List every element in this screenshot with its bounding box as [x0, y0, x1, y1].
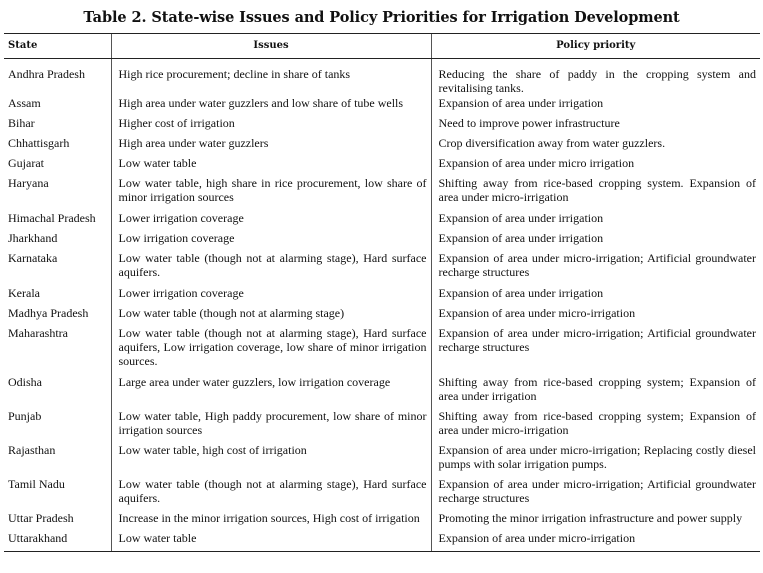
cell-policy: Expansion of area under irrigation	[431, 285, 760, 305]
header-row	[4, 34, 760, 59]
table-row	[4, 374, 760, 408]
column-header-issues: Issues	[111, 34, 431, 59]
cell-state: Haryana	[8, 176, 49, 190]
cell-state: Uttarakhand	[4, 530, 111, 552]
cell-issues: Low water table, high share in rice procurement, low share of minor irrigation sources	[111, 175, 431, 210]
cell-issues: Low water table (though not at alarming stage), Hard surface aquifers.	[111, 476, 431, 510]
cell-policy: Promoting the minor irrigation infrastructure and power supply	[431, 510, 760, 530]
cell-state: Gujarat	[8, 156, 44, 170]
table-row	[4, 305, 760, 325]
cell-issues: Low water table (though not at alarming stage), Hard surface aquifers.	[111, 250, 431, 285]
cell-issues: High area under water guzzlers and low share of tube wells	[111, 95, 431, 115]
cell-state: Jharkhand	[8, 231, 58, 245]
table-row	[4, 175, 760, 210]
cell-issues: Increase in the minor irrigation sources, High cost of irrigation	[111, 510, 431, 530]
table-row	[4, 95, 760, 115]
cell-policy: Expansion of area under micro-irrigation; Artificial groundwater recharge structures	[431, 250, 760, 285]
cell-policy: Shifting away from rice-based cropping system; Expansion of area under micro-irrigation	[431, 408, 760, 442]
cell-state: Maharashtra	[8, 326, 68, 340]
issues-policy-table	[4, 34, 760, 552]
cell-policy: Shifting away from rice-based cropping system. Expansion of area under micro-irrigation	[431, 175, 760, 210]
cell-issues: Low water table, high cost of irrigation	[111, 442, 431, 476]
cell-issues: Lower irrigation coverage	[111, 285, 431, 305]
table-body	[4, 59, 760, 552]
table-row	[4, 285, 760, 305]
cell-state: Kerala	[8, 286, 40, 300]
table-row	[4, 59, 760, 96]
column-header-state: State	[4, 34, 111, 59]
table-row	[4, 155, 760, 175]
cell-policy: Expansion of area under micro-irrigation	[431, 530, 760, 552]
cell-state: Uttar Pradesh	[8, 511, 74, 525]
cell-issues: High rice procurement; decline in share of tanks	[111, 59, 431, 96]
cell-state: Andhra Pradesh	[8, 67, 85, 81]
cell-policy: Shifting away from rice-based cropping system; Expansion of area under irrigation	[431, 374, 760, 408]
cell-policy: Expansion of area under micro-irrigation	[431, 305, 760, 325]
cell-policy: Need to improve power infrastructure	[431, 115, 760, 135]
table-row	[4, 325, 760, 374]
cell-state: Himachal Pradesh	[8, 211, 96, 225]
cell-state: Chhattisgarh	[8, 136, 70, 150]
cell-issues: Low water table	[111, 155, 431, 175]
cell-policy: Expansion of area under micro-irrigation; Artificial groundwater recharge structures	[431, 476, 760, 510]
cell-state: Odisha	[8, 375, 42, 389]
table-row	[4, 442, 760, 476]
cell-issues: Large area under water guzzlers, low irrigation coverage	[111, 374, 431, 408]
cell-issues: High area under water guzzlers	[111, 135, 431, 155]
cell-issues: Low irrigation coverage	[111, 230, 431, 250]
table-row	[4, 476, 760, 510]
cell-policy: Crop diversification away from water guzzlers.	[431, 135, 760, 155]
cell-state: Rajasthan	[8, 443, 56, 457]
table-row	[4, 135, 760, 155]
cell-state: Assam	[8, 96, 41, 110]
cell-policy: Reducing the share of paddy in the cropping system and revitalising tanks.	[431, 59, 760, 96]
cell-issues: Low water table (though not at alarming stage), Hard surface aquifers, Low irrigation coverage, low share of minor irrigation sources.	[111, 325, 431, 374]
table-title: Table 2. State-wise Issues and Policy Priorities for Irrigation Development	[83, 9, 680, 26]
cell-issues: Low water table	[111, 530, 431, 552]
table-row	[4, 408, 760, 442]
table-row	[4, 230, 760, 250]
table-row	[4, 530, 760, 552]
cell-issues: Lower irrigation coverage	[111, 210, 431, 230]
cell-state: Madhya Pradesh	[8, 306, 89, 320]
cell-policy: Expansion of area under micro irrigation	[431, 155, 760, 175]
cell-issues: Higher cost of irrigation	[111, 115, 431, 135]
cell-state: Tamil Nadu	[8, 477, 65, 491]
cell-policy: Expansion of area under irrigation	[431, 210, 760, 230]
cell-policy: Expansion of area under irrigation	[431, 95, 760, 115]
table-row	[4, 510, 760, 530]
table-row	[4, 210, 760, 230]
column-header-policy: Policy priority	[431, 34, 760, 59]
table-row	[4, 250, 760, 285]
cell-policy: Expansion of area under irrigation	[431, 230, 760, 250]
cell-state: Karnataka	[8, 251, 58, 265]
cell-issues: Low water table (though not at alarming stage)	[111, 305, 431, 325]
cell-state: Bihar	[8, 116, 35, 130]
cell-policy: Expansion of area under micro-irrigation; Replacing costly diesel pumps with solar irrigation pumps.	[431, 442, 760, 476]
cell-issues: Low water table, High paddy procurement, low share of minor irrigation sources	[111, 408, 431, 442]
table-row	[4, 115, 760, 135]
cell-state: Punjab	[8, 409, 42, 423]
cell-policy: Expansion of area under micro-irrigation; Artificial groundwater recharge structures	[431, 325, 760, 374]
